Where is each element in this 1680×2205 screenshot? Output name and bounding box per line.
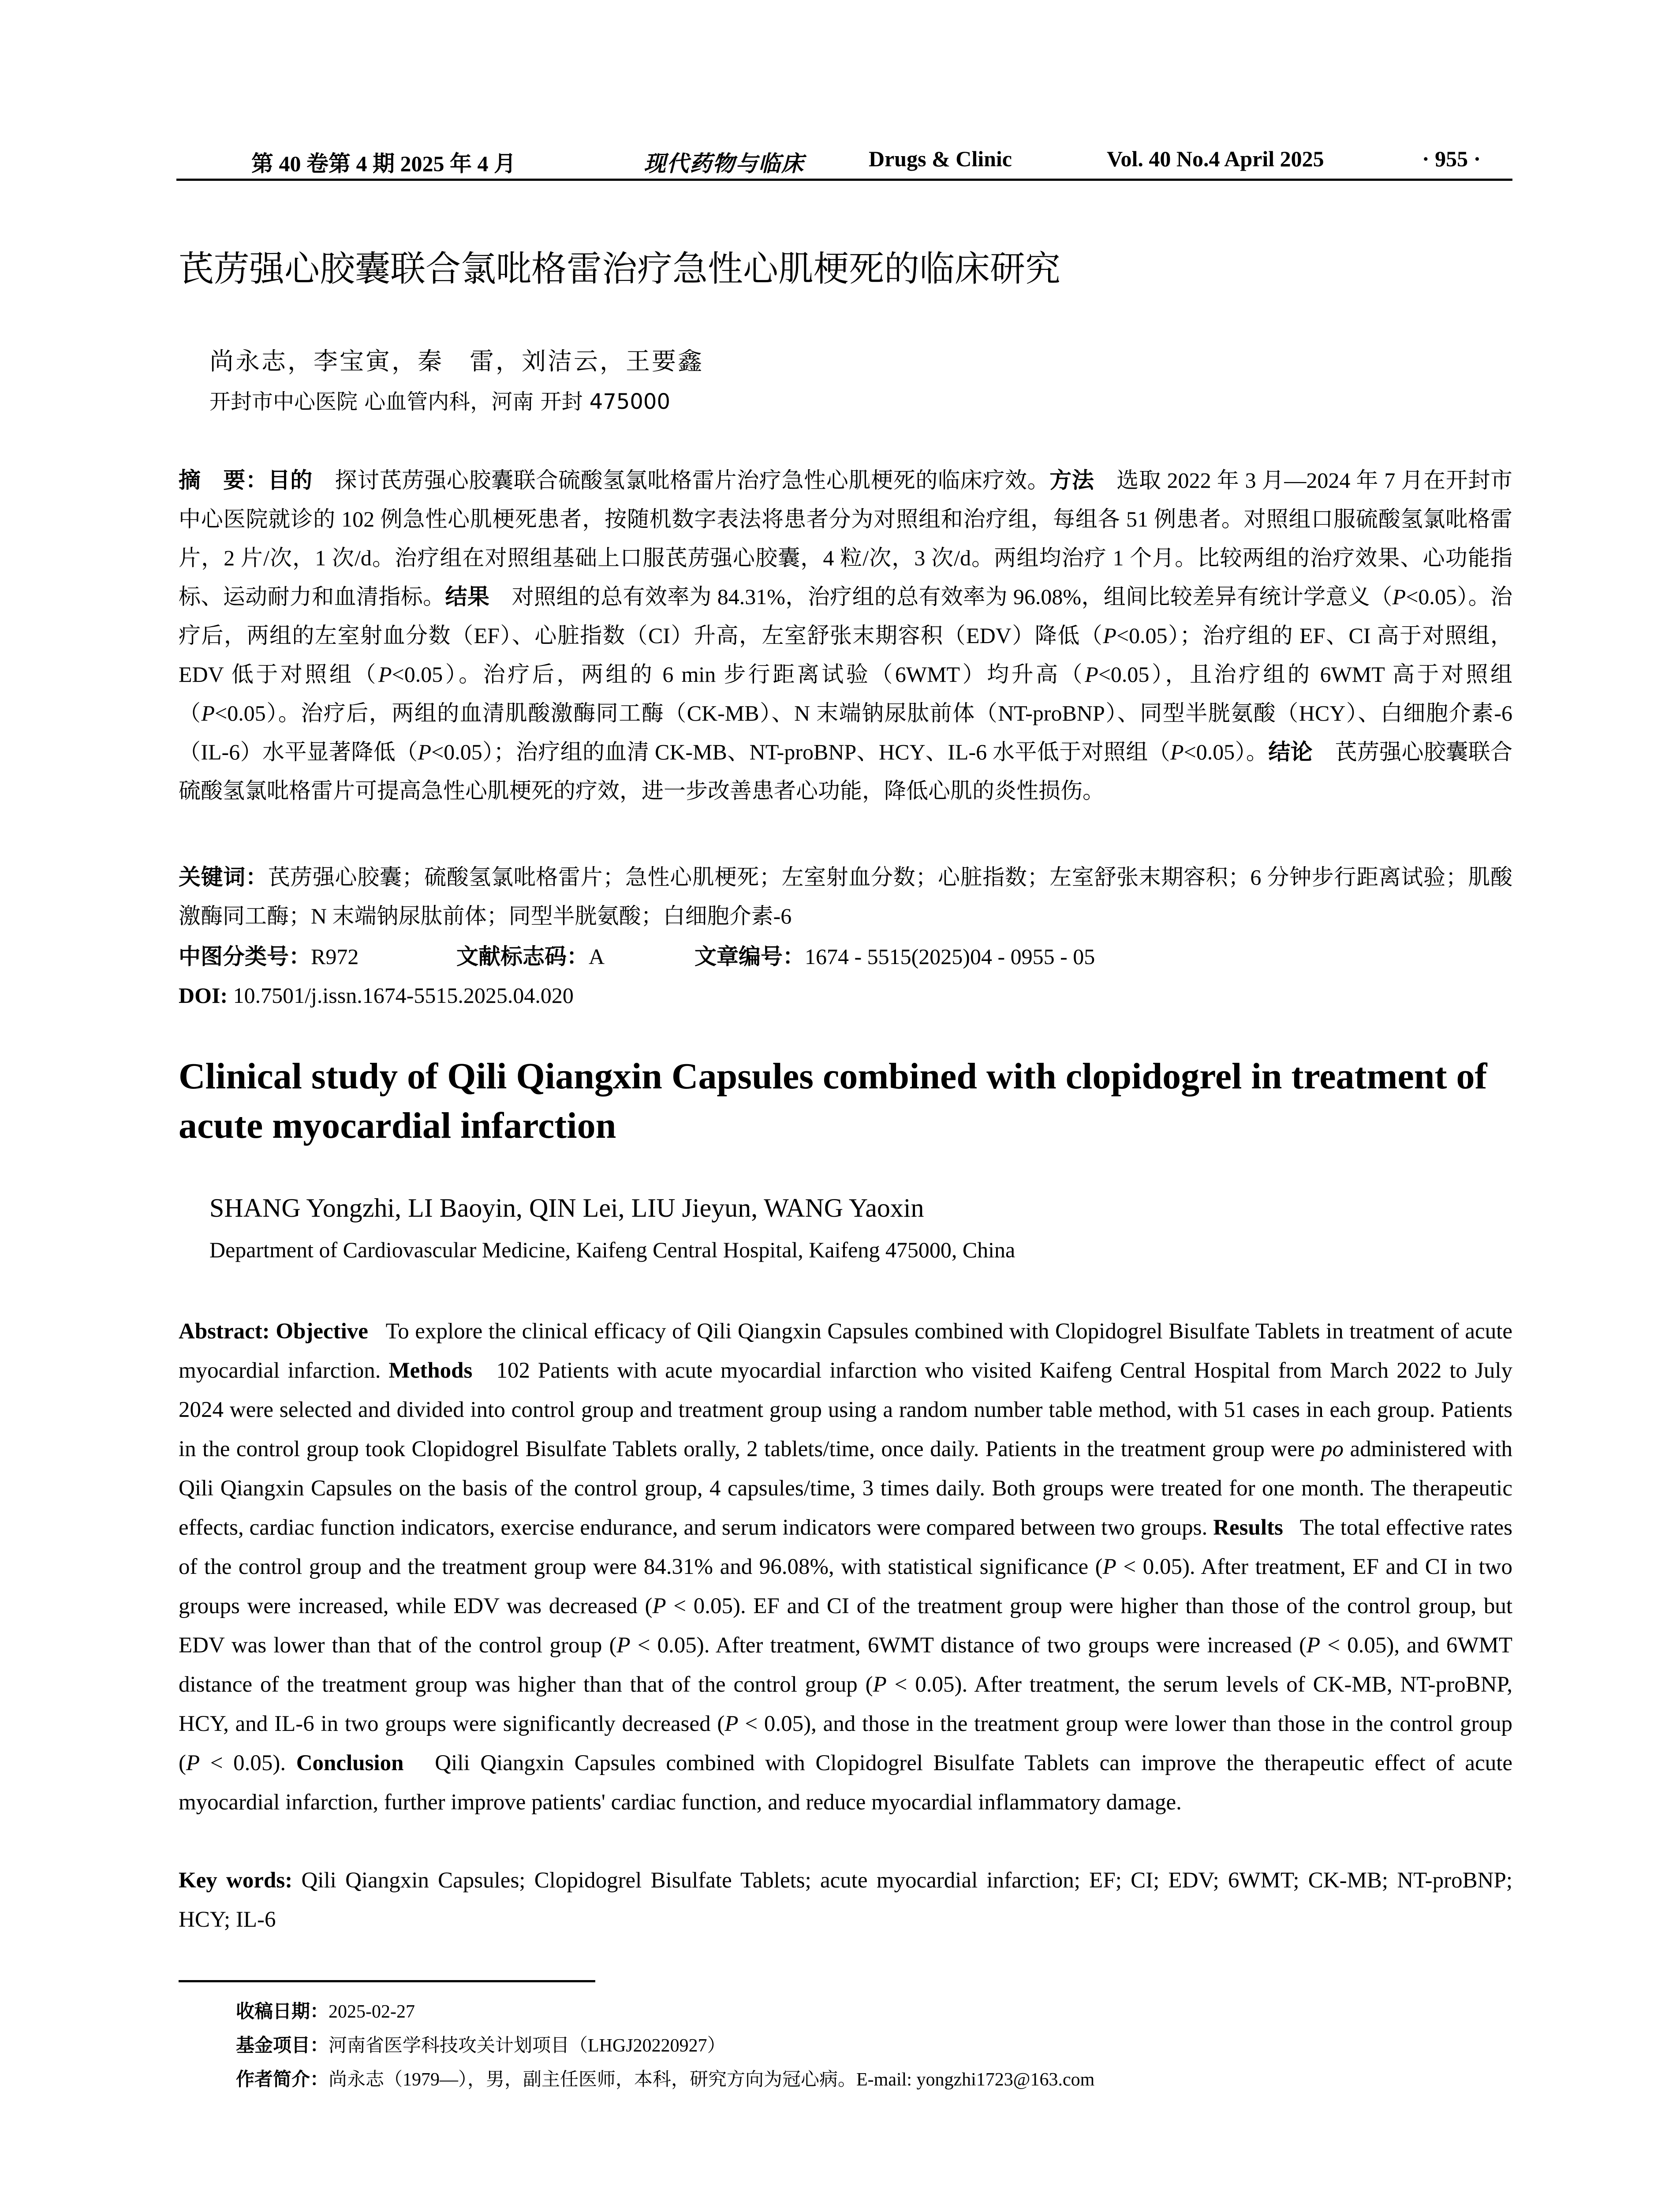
results-text-cn: <0.05）。治疗后，两组的 6 min 步行距离试验（6WMT）均升高（ [392,662,1085,687]
p-symbol: P [1307,1633,1321,1658]
methods-label-en: Methods [388,1358,473,1383]
results-text-cn: <0.05）；治疗组的血清 CK-MB、NT-proBNP、HCY、IL-6 水平低于对照组（ [431,740,1170,764]
results-text-cn: <0.05）；治疗组的 EF、CI 高于对照组，EDV 低于对照组（ [179,623,1512,687]
results-text-en: < 0.05), and 6WMT distance of the treatment group was higher than that of the control group ( [179,1633,1513,1697]
results-text-cn: <0.05）。治疗后，两组的血清肌酸激酶同工酶（CK-MB）、N 末端钠尿肽前体（NT-proBNP）、同型半胱氨酸（HCY）、白细胞介素-6（IL-6）水平显著降低（ [179,701,1512,764]
footnote-received [236,1997,415,2023]
doi-value[interactable]: 10.7501/j.issn.1674-5515.2025.04.020 [233,983,574,1008]
p-symbol: P [724,1712,739,1736]
results-label-cn: 结果 [445,584,490,609]
volume-info-en: Vol. 40 No.4 April 2025 [1107,146,1324,171]
conclusion-text-en: Qili Qiangxin Capsules combined with Clopidogrel Bisulfate Tablets can improve the therapeutic effect of acute myocardial infarction, further improve patients' cardiac function, and reduce myocardial inflammatory damage. [179,1751,1513,1815]
fund-label: 基金项目： [236,2034,329,2056]
p-symbol: P [1392,584,1406,609]
methods-text-en: 102 Patients with acute myocardial infarction who visited Kaifeng Central Hospital from March 2022 to July 2024 were selected and divided into control group and treatment group using a random number table method, with 51 cases in each group. Patients in the control group took Clopidogrel Bisulfate Tablets orally, 2 tablets/time, once daily. Patients in the treatment group were [179,1358,1512,1461]
results-text-cn: <0.05）。治疗后，两组的左室射血分数（EF）、心脏指数（CI）升高，左室舒张末期容积（EDV）降低（ [179,584,1513,648]
p-symbol: P [1085,662,1098,687]
journal-name-cn: 现代药物与临床 [644,151,804,176]
p-symbol: P [378,662,392,687]
results-text-en: The total effective rates of the control group and the treatment group were 84.31% and 96.08%, with statistical significance ( [179,1515,1512,1579]
footnote-divider [179,1980,595,1982]
received-label: 收稿日期： [236,2000,329,2022]
results-text-en: < 0.05), and those in the treatment group were lower than those in the control group ( [179,1712,1512,1775]
results-text-en: < 0.05). After treatment, the serum levels of CK-MB, NT-proBNP, HCY, and IL-6 in two groups were significantly decreased ( [179,1672,1512,1736]
page-number: · 955 · [1422,146,1481,171]
journal-name-en: Drugs & Clinic [869,146,1012,171]
objective-label-cn: 目的 [268,467,313,493]
classification-row [179,937,1095,976]
keywords-label-en: Key words: [179,1868,293,1893]
p-symbol: P [652,1594,666,1618]
conclusion-label-cn: 结论 [1268,739,1313,765]
objective-label-en: Objective [276,1319,368,1344]
p-symbol: P [418,740,432,764]
affiliation-cn: 开封市中心医院 心血管内科，河南 开封 475000 [209,389,671,414]
article-number-label: 文章编号： [694,944,805,969]
clc-value: R972 [311,944,359,969]
doi-row [179,976,574,1015]
p-symbol: P [616,1633,631,1658]
keywords-text-cn: 芪苈强心胶囊；硫酸氢氯吡格雷片；急性心肌梗死；左室射血分数；心脏指数；左室舒张末期容积；6 分钟步行距离试验；肌酸激酶同工酶；N 末端钠尿肽前体；同型半胱氨酸；白细胞介素-6 [179,865,1513,928]
results-text-en: < 0.05). After treatment, EF and CI in two groups were increased, while EDV was decreased ( [179,1555,1512,1618]
keywords-cn [179,858,1512,935]
p-symbol: P [1170,740,1184,764]
p-symbol: P [1102,1555,1116,1579]
bio-text: 尚永志（1979—），男，副主任医师，本科，研究方向为冠心病。E-mail: yongzhi1723@163.com [329,2070,1095,2090]
clc-label: 中图分类号： [179,944,311,969]
affiliation-en: Department of Cardiovascular Medicine, Kaifeng Central Hospital, Kaifeng 475000, China [209,1237,1015,1262]
article-title-cn: 芪苈强心胶囊联合氯吡格雷治疗急性心肌梗死的临床研究 [179,248,1060,289]
bio-label: 作者简介： [236,2068,329,2090]
article-title-en: Clinical study of Qili Qiangxin Capsules combined with clopidogrel in treatment of acute myocardial infarction [179,1056,1487,1146]
results-text-cn: <0.05）。 [1183,740,1269,764]
doi-label: DOI: [179,983,228,1008]
results-text-en: < 0.05). EF and CI of the treatment group were higher than those of the control group, but EDV was lower than that of the control group ( [179,1594,1512,1658]
issue-info-cn: 第 40 卷第 4 期 2025 年 4 月 [251,151,516,176]
p-symbol: P [201,701,215,725]
p-symbol: P [186,1751,200,1775]
methods-text-cn: 选取 2022 年 3 月—2024 年 7 月在开封市中心医院就诊的 102 例急性心肌梗死患者，按随机数字表法将患者分为对照组和治疗组，每组各 51 例患者。对照组口服硫酸氢氯吡格雷片，2 片/次，1 次/d。治疗组在对照组基础上口服芪苈强心胶囊，4 粒/次，3 次/d。两组均治疗 1 个月。比较两组的治疗效果、心功能指标、运动耐力和血清指标。 [179,468,1513,609]
authors-cn: 尚永志，李宝寅，秦 雷，刘洁云，王要鑫 [209,347,704,375]
doc-code-label: 文献标志码： [456,944,589,969]
keywords-en [179,1861,1512,1940]
conclusion-label-en: Conclusion [296,1751,404,1775]
article-number-value: 1674 - 5515(2025)04 - 0955 - 05 [805,944,1095,969]
p-symbol: P [873,1672,887,1697]
keywords-text-en: Qili Qiangxin Capsules; Clopidogrel Bisulfate Tablets; acute myocardial infarction; EF; CI; EDV; 6WMT; CK-MB; NT-proBNP; HCY; IL-6 [179,1868,1513,1932]
results-text-en: < 0.05). After treatment, 6WMT distance of two groups were increased ( [637,1633,1307,1658]
abstract-label-en: Abstract: [179,1319,270,1344]
results-text-cn: 对照组的总有效率为 84.31%，治疗组的总有效率为 96.08%，组间比较差异有统计学意义（ [511,584,1393,609]
methods-text-en: administered with Qili Qiangxin Capsules on the basis of the control group, 4 capsules/time, 3 times daily. Both groups were treated for one month. The therapeutic effects, cardiac function indicators, exercise endurance, and serum indicators were compared between two groups. [179,1437,1513,1540]
results-text-en: < 0.05). [210,1751,286,1775]
results-text-cn: <0.05），且治疗组的 6WMT 高于对照组（ [179,662,1512,725]
doc-code-value: A [589,944,605,969]
p-symbol: P [1103,623,1116,648]
methods-label-cn: 方法 [1049,467,1094,493]
authors-en: SHANG Yongzhi, LI Baoyin, QIN Lei, LIU Jieyun, WANG Yaoxin [209,1193,924,1222]
footnote-fund [236,2031,726,2057]
po-abbrev: po [1321,1437,1344,1461]
keywords-label-cn: 关键词： [179,864,268,890]
results-label-en: Results [1213,1515,1283,1540]
objective-text-en: To explore the clinical efficacy of Qili Qiangxin Capsules combined with Clopidogrel Bisulfate Tablets in treatment of acute myocardial infarction. [179,1319,1512,1383]
received-date: 2025-02-27 [329,2002,415,2022]
fund-text: 河南省医学科技攻关计划项目（LHGJ20220927） [329,2036,726,2056]
objective-text-cn: 探讨芪苈强心胶囊联合硫酸氢氯吡格雷片治疗急性心肌梗死的临床疗效。 [335,468,1050,493]
footnote-author-bio [236,2065,1094,2091]
running-header [176,143,1512,181]
conclusion-text-cn: 芪苈强心胶囊联合硫酸氢氯吡格雷片可提高急性心肌梗死的疗效，进一步改善患者心功能，降低心肌的炎性损伤。 [179,740,1513,803]
abstract-label-cn: 摘 要： [179,467,268,493]
abstract-cn [179,461,1512,810]
abstract-en [179,1312,1512,1822]
